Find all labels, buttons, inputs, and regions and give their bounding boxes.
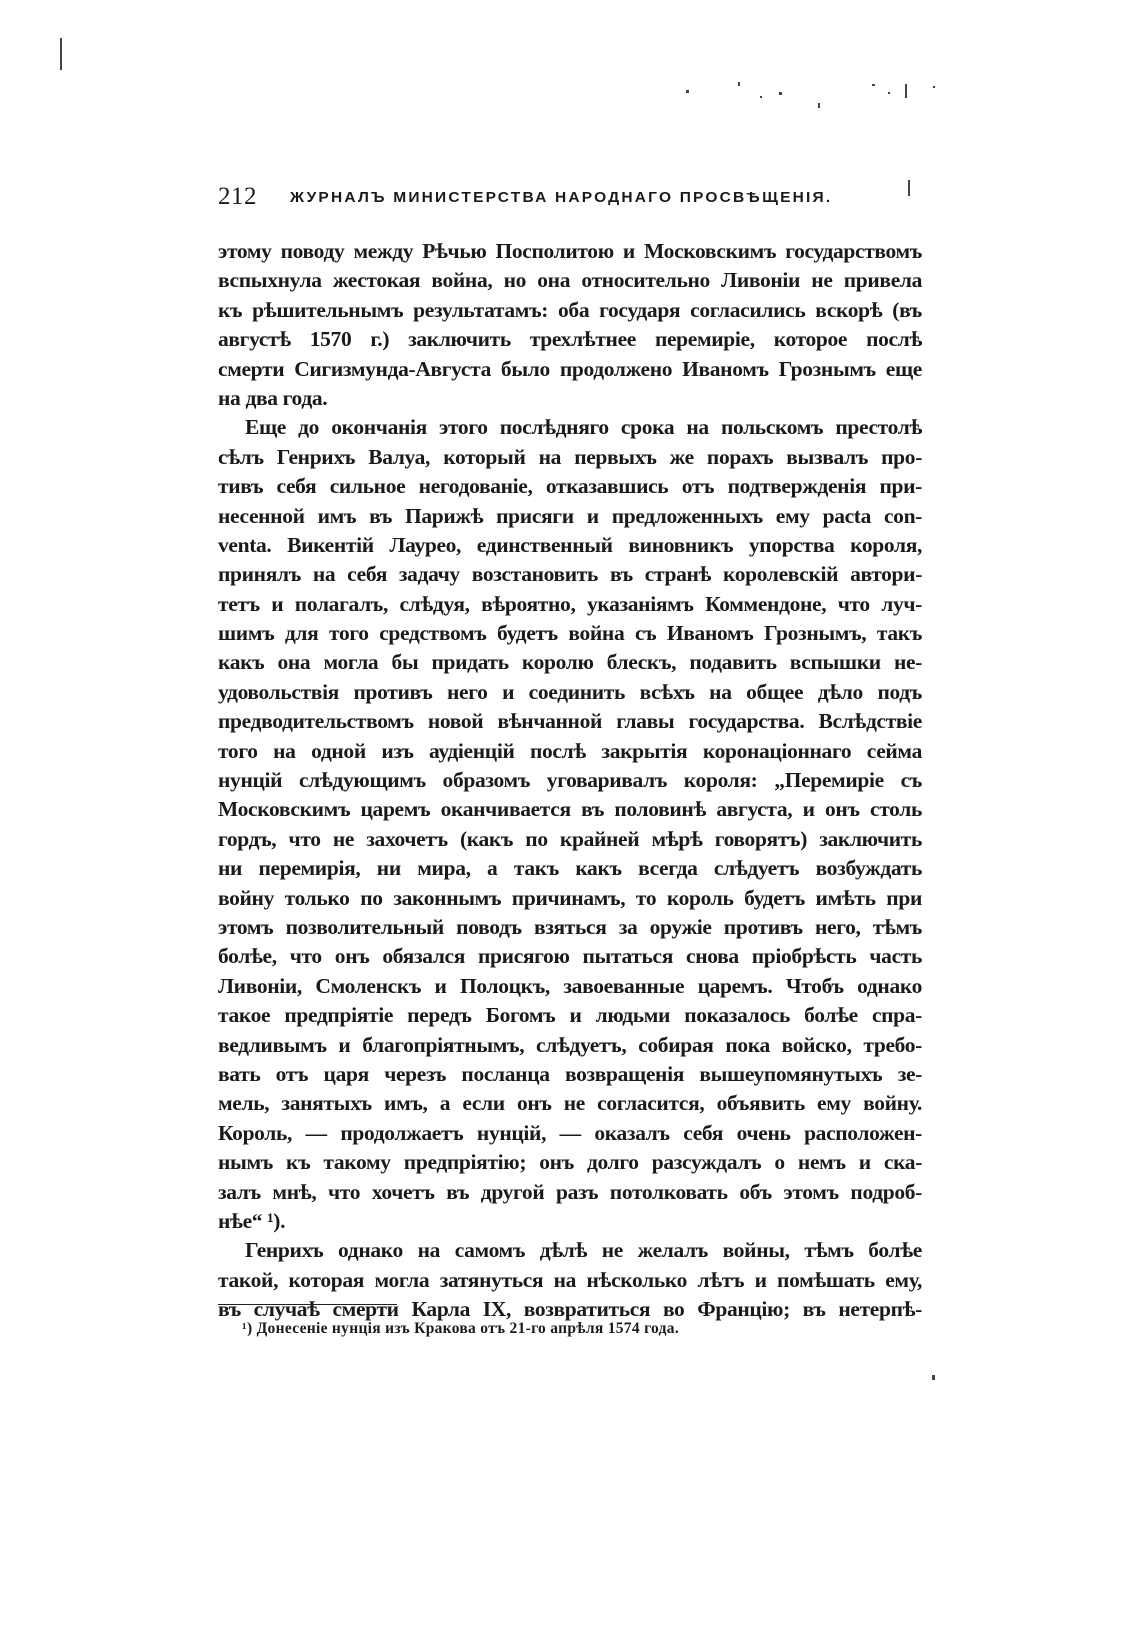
text-line: ведливымъ и благопріятнымъ, слѣдуетъ, собирая пока войско, требо- — [218, 1032, 922, 1057]
text-line: предводительствомъ новой вѣнчанной главы государства. Вслѣдствіе — [218, 709, 922, 734]
text-line: сѣлъ Генрихъ Валуа, который на первыхъ же порахъ вызвалъ про- — [218, 444, 922, 469]
text-line: того на одной изъ аудіенцій послѣ закрытія коронаціоннаго сейма — [218, 738, 922, 763]
body-text — [218, 237, 922, 1324]
text-line: августѣ 1570 г.) заключить трехлѣтнее перемиріе, которое послѣ — [218, 327, 922, 352]
text-line: принялъ на себя задачу возстановить въ странѣ королевскій автори- — [218, 562, 922, 587]
text-line: venta. Викентій Лауреo, единственный виновникъ упорства короля, — [218, 532, 922, 557]
footnote-separator — [218, 1304, 397, 1305]
text-line: нѣе“ ¹). — [218, 1208, 286, 1233]
footnote: ¹) Донесеніе нунція изъ Кракова отъ 21-го апрѣля 1574 года. — [242, 1320, 680, 1337]
text-line: этомъ позволительный поводъ взяться за оружіе противъ него, тѣмъ — [218, 914, 922, 939]
text-line: тивъ себя сильное негодованіе, отказавшись отъ подтвержденія при- — [218, 474, 922, 499]
page-header — [218, 183, 938, 213]
text-line: Король, — продолжаетъ нунцій, — оказалъ себя очень расположен- — [218, 1120, 922, 1145]
text-line: несенной имъ въ Парижѣ присяги и предложенныхъ ему pacta con- — [218, 503, 922, 528]
text-line: войну только по законнымъ причинамъ, то король будетъ имѣть при — [218, 885, 922, 910]
text-line: Московскимъ царемъ оканчивается въ половинѣ августа, и онъ столь — [218, 797, 922, 822]
text-line: залъ мнѣ, что хочетъ въ другой разъ потолковать объ этомъ подроб- — [218, 1179, 922, 1204]
running-title: ЖУРНАЛЪ МИНИСТЕРСТВА НАРОДНАГО ПРОСВѢЩЕНІЯ. — [290, 189, 833, 206]
text-line: въ случаѣ смерти Карла IX, возвратиться во Францію; въ нетерпѣ- — [218, 1297, 922, 1322]
text-line: Ливоніи, Смоленскъ и Полоцкъ, завоеванные царемъ. Чтобъ однако — [218, 973, 922, 998]
text-line: къ рѣшительнымъ результатамъ: оба государя согласились вскорѣ (въ — [218, 297, 922, 322]
text-line: мель, занятыхъ имъ, а если онъ не согласится, объявить ему войну. — [218, 1091, 922, 1116]
text-line: смерти Сигизмунда-Августа было продолжено Иваномъ Грознымъ еще — [218, 356, 922, 381]
text-line: такой, которая могла затянуться на нѣсколько лѣтъ и помѣшать ему, — [218, 1267, 922, 1292]
text-line: гордъ, что не захочетъ (какъ по крайней мѣрѣ говорятъ) заключить — [218, 826, 922, 851]
paragraph-start-line: Еще до окончанія этого послѣдняго срока на польскомъ престолѣ — [245, 415, 922, 440]
text-line: на два года. — [218, 385, 328, 410]
text-line: какъ она могла бы придать королю блескъ, подавить вспышки не- — [218, 650, 922, 675]
text-line: нымъ къ такому предпріятію; онъ долго разсуждалъ о немъ и ска- — [218, 1150, 922, 1175]
text-line: болѣе, что онъ обязался присягою пытаться снова пріобрѣсть часть — [218, 944, 922, 969]
text-line: тетъ и полагалъ, слѣдуя, вѣроятно, указаніямъ Коммендоне, что луч- — [218, 591, 922, 616]
paragraph-start-line: Генрихъ однако на самомъ дѣлѣ не желалъ войны, тѣмъ болѣе — [245, 1238, 922, 1263]
text-line: вать отъ царя черезъ посланца возвращенія вышеупомянутыхъ зе- — [218, 1061, 922, 1086]
page-number: 212 — [218, 183, 257, 210]
text-line: такое предпріятіе передъ Богомъ и людьми показалось болѣе спра- — [218, 1003, 922, 1028]
text-line: вспыхнула жестокая война, но она относительно Ливоніи не привела — [218, 268, 922, 293]
text-line: нунцій слѣдующимъ образомъ уговаривалъ короля: „Перемиріе съ — [218, 768, 922, 793]
text-line: ни перемирія, ни мира, а такъ какъ всегда слѣдуетъ возбуждать — [218, 856, 922, 881]
text-line: этому поводу между Рѣчью Посполитою и Московскимъ государствомъ — [218, 239, 922, 263]
text-line: удовольствія противъ него и соединить всѣхъ на общее дѣло подъ — [218, 679, 922, 704]
text-line: шимъ для того средствомъ будетъ война съ Иваномъ Грознымъ, такъ — [218, 621, 922, 646]
